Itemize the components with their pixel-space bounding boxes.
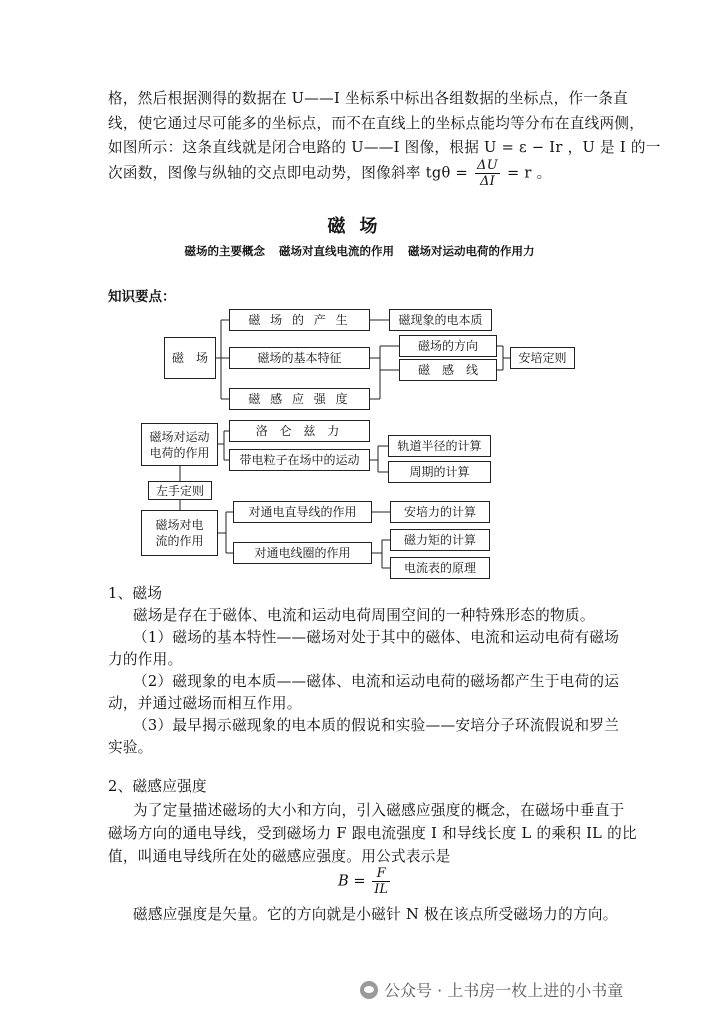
node-field-on-moving-charge: 磁场对运动电荷的作用 [141,423,218,466]
node-ammeter-principle: 电流表的原理 [390,557,490,579]
knowledge-heading: 知识要点： [108,289,176,305]
node-left-hand-rule: 左手定则 [148,481,212,500]
fraction-numerator: ΔU [477,158,498,173]
formula-lhs: B = [338,872,366,890]
section-heading: 2、磁感应强度 [108,778,207,795]
node-magnetic-torque: 磁力矩的计算 [390,529,490,551]
paragraph-line: 值，叫通电导线所在处的磁感应强度。用公式表示是 [108,848,451,865]
paragraph-line: 磁场是存在于磁体、电流和运动电荷周围空间的一种特殊形态的物质。 [133,607,595,624]
paragraph-line: 磁感应强度是矢量。它的方向就是小磁针 N 极在该点所受磁场力的方向。 [133,906,618,923]
node-lorentz-force: 洛 仑 兹 力 [229,420,370,442]
paragraph-line: （2）磁现象的电本质——磁体、电流和运动电荷的磁场都产生于电荷的运 [133,673,620,690]
watermark [360,978,623,1001]
node-orbit-radius: 轨道半径的计算 [388,435,491,457]
text-segment: 次函数，图像与纵轴的交点即电动势，图像斜率 tgθ = [108,164,469,182]
paragraph-line: 为了定量描述磁场的大小和方向，引入磁感应强度的概念，在磁场中垂直于 [133,802,625,819]
paragraph-line: （1）磁场的基本特性——磁场对处于其中的磁体、电流和运动电荷有磁场 [133,629,620,646]
paragraph-line: 动，并通过磁场而相互作用。 [108,695,302,712]
paragraph-line: 磁场方向的通电导线，受到磁场力 F 跟电流强度 I 和导线长度 L 的乘积 IL 的比 [108,825,637,842]
text-line: 如图所示：这条直线就是闭合电路的 U——I 图像，根据 U = ε − Ir ，U 是 I 的一 [108,139,661,156]
node-field-direction: 磁场的方向 [399,335,497,357]
paragraph-line: 实验。 [108,739,153,756]
formula-fraction [372,866,390,897]
paragraph-line: 力的作用。 [108,651,183,668]
node-period: 周期的计算 [388,461,491,483]
section-heading: 1、磁场 [108,585,163,602]
node-basic-feature: 磁场的基本特征 [229,347,370,369]
induction-formula [338,866,392,897]
node-charged-particle-motion: 带电粒子在场中的运动 [229,449,370,471]
paragraph-line: （3）最早揭示磁现象的电本质的假说和实验——安培分子环流假说和罗兰 [133,717,620,734]
node-ampere-rule: 安培定则 [510,347,575,369]
fraction-denominator: IL [374,882,389,897]
node-on-straight-wire: 对通电直导线的作用 [233,501,372,523]
text-line: 线，使它通过尽可能多的坐标点，而不在直线上的坐标点能均等分布在直线两侧， [108,115,645,132]
node-field-lines: 磁 感 线 [399,359,497,381]
node-magnetic-induction: 磁 感 应 强 度 [229,388,370,410]
text-segment: = r 。 [506,164,552,182]
page-title: 磁场 [327,216,392,237]
node-magnetic-field: 磁 场 [164,337,216,379]
wechat-icon [360,981,378,999]
node-electric-nature: 磁现象的电本质 [389,309,492,331]
node-on-coil: 对通电线圈的作用 [233,542,372,564]
node-ampere-force: 安培力的计算 [390,501,490,523]
node-field-on-current: 磁场对电流的作用 [141,510,218,556]
watermark-text: 公众号 · 上书房一枚上进的小书童 [384,981,624,1000]
text-line: 格，然后根据测得的数据在 U——I 坐标系中标出各组数据的坐标点，作一条直 [108,90,629,107]
fraction-numerator: F [372,866,390,882]
page-subtitle: 磁场的主要概念 磁场对直线电流的作用 磁场对运动电荷的作用力 [184,244,535,258]
fraction-denominator: ΔI [479,174,496,189]
node-field-production: 磁 场 的 产 生 [229,309,370,331]
